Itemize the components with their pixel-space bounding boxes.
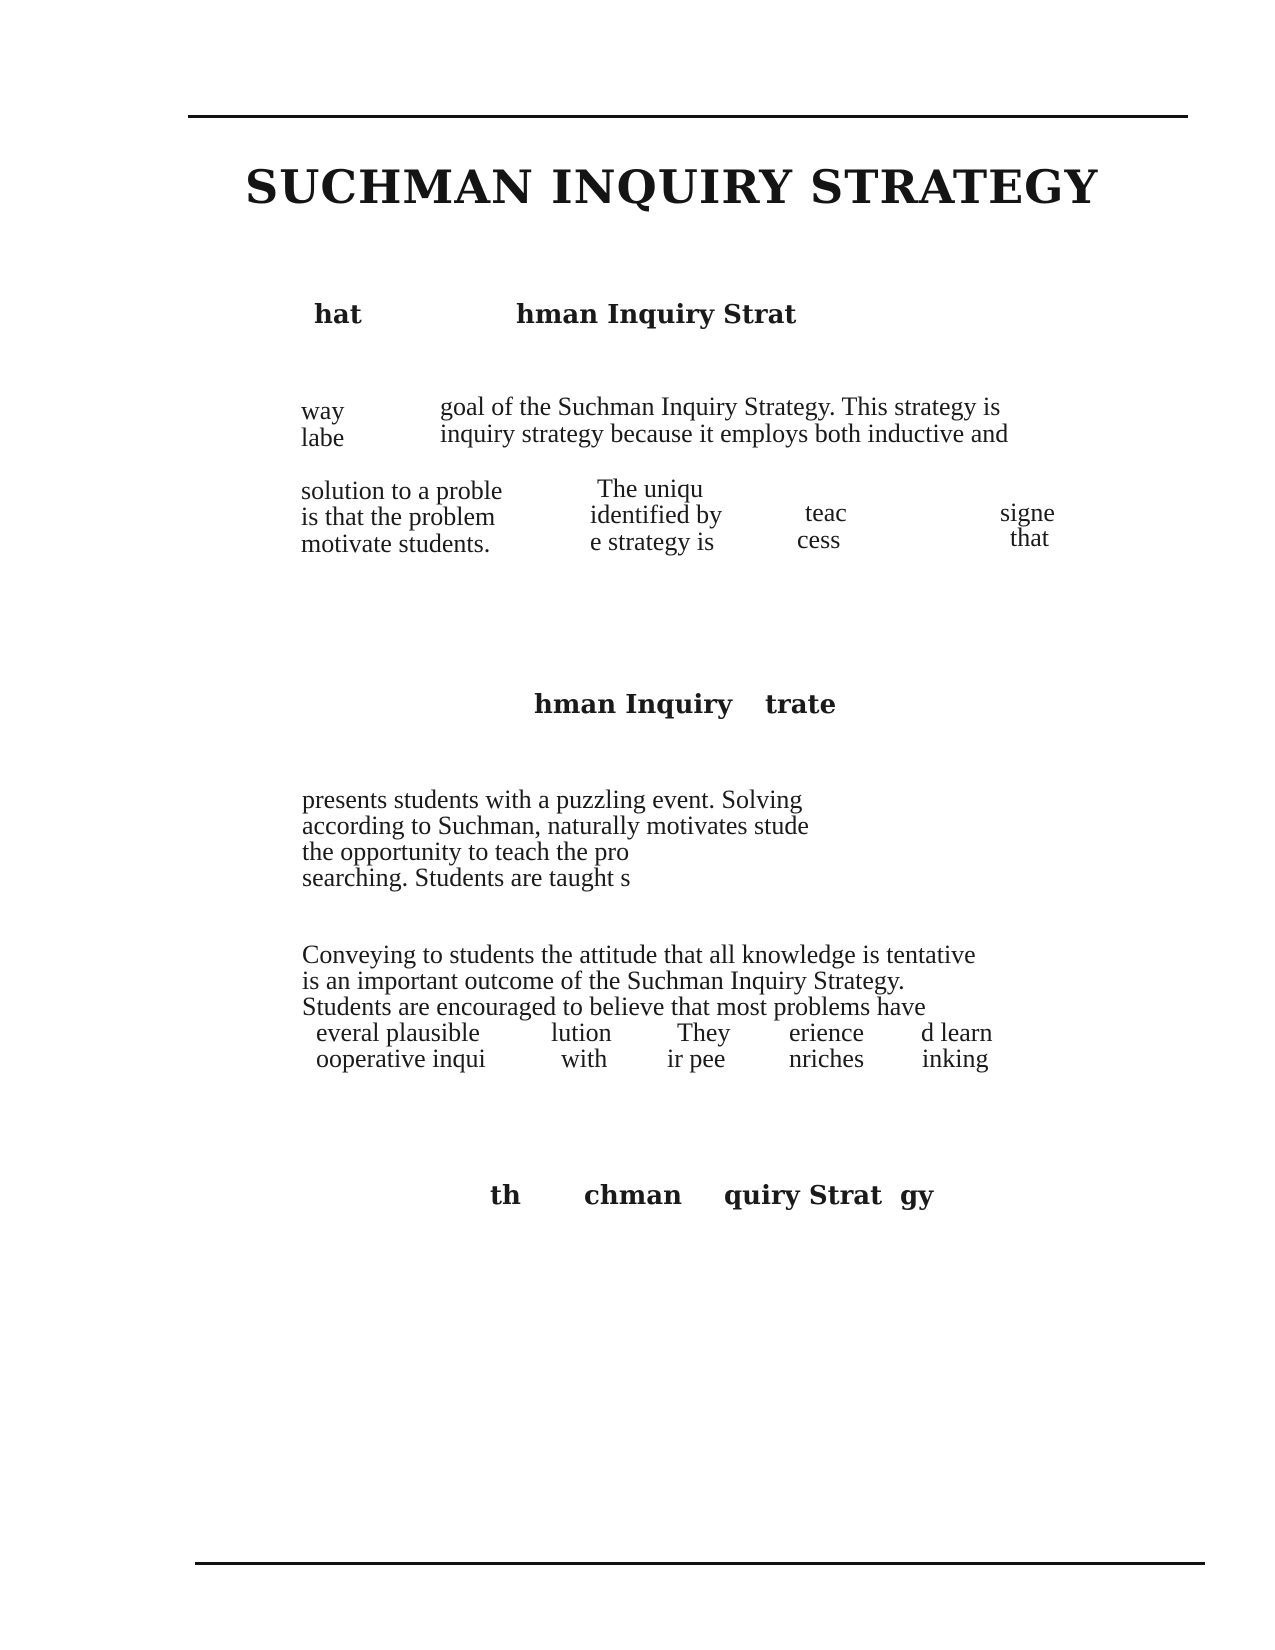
section-3-heading-part-2: chman bbox=[584, 1181, 682, 1211]
section-1-para-2-col-1-line-3: motivate students. bbox=[301, 529, 491, 558]
section-1-para-1-left-line-2: labe bbox=[301, 423, 345, 452]
section-3-heading-part-4: gy bbox=[900, 1181, 934, 1211]
top-rule bbox=[188, 115, 1188, 118]
section-2-heading-part-1: hman Inquiry bbox=[534, 690, 733, 720]
section-1-para-2-col-4-line-2: that bbox=[1010, 523, 1049, 552]
section-2-para-2-row-5-part-4: nriches bbox=[789, 1044, 865, 1073]
section-1-para-1-right-line-1: goal of the Suchman Inquiry Strategy. This strategy is bbox=[440, 392, 1001, 421]
section-2-para-2-row-5-part-3: ir pee bbox=[667, 1044, 726, 1073]
section-3-heading-part-3: quiry Strat bbox=[724, 1181, 883, 1211]
section-1-para-2-col-3-line-1: teac bbox=[805, 498, 847, 527]
section-1-heading-part-1: hat bbox=[314, 300, 362, 330]
section-2-para-2-row-4-part-5: d learn bbox=[921, 1018, 993, 1047]
section-2-para-2-row-4-part-1: everal plausible bbox=[316, 1018, 480, 1047]
section-2-para-2-row-4-part-3: They bbox=[677, 1018, 731, 1047]
section-2-para-2-row-4-part-4: erience bbox=[789, 1018, 865, 1047]
section-2-para-2-row-5-part-2: with bbox=[561, 1044, 608, 1073]
section-1-para-2-col-1-line-1: solution to a proble bbox=[301, 476, 503, 505]
bottom-rule bbox=[195, 1562, 1205, 1565]
document-title: SUCHMAN INQUIRY STRATEGY bbox=[245, 160, 1099, 214]
section-1-heading-part-2: hman Inquiry Strat bbox=[516, 300, 797, 330]
section-2-para-2-row-5-part-5: inking bbox=[922, 1044, 989, 1073]
section-1-para-2-col-2-line-1: The uniqu bbox=[597, 474, 704, 503]
section-2-para-1-line-4: searching. Students are taught s bbox=[302, 863, 631, 892]
section-2-para-1-line-2: according to Suchman, naturally motivates stude bbox=[302, 811, 809, 840]
section-1-para-2-col-4-line-1: signe bbox=[1000, 498, 1055, 527]
section-1-para-2-col-1-line-2: is that the problem bbox=[301, 502, 496, 531]
section-2-para-2-line-3: Students are encouraged to believe that most problems have bbox=[302, 992, 926, 1021]
section-1-para-1-right-line-2: inquiry strategy because it employs both inductive and bbox=[440, 419, 1009, 448]
section-2-para-1-line-1: presents students with a puzzling event. Solving bbox=[302, 785, 803, 814]
section-2-para-2-row-4-part-2: lution bbox=[551, 1018, 612, 1047]
section-2-para-2-row-5-part-1: ooperative inqui bbox=[316, 1044, 486, 1073]
section-2-heading-part-2: trate bbox=[765, 690, 837, 720]
section-2-para-1-line-3: the opportunity to teach the pro bbox=[302, 837, 630, 866]
section-1-para-2-col-3-line-2: cess bbox=[797, 525, 841, 554]
section-2-para-2-line-1: Conveying to students the attitude that all knowledge is tentative bbox=[302, 940, 976, 969]
section-1-para-2-col-2-line-2: identified by bbox=[590, 500, 723, 529]
section-1-para-1-left-line-1: way bbox=[301, 396, 345, 425]
section-1-para-2-col-2-line-3: e strategy is bbox=[590, 527, 715, 556]
section-3-heading-part-1: th bbox=[490, 1181, 521, 1211]
section-2-para-2-line-2: is an important outcome of the Suchman Inquiry Strategy. bbox=[302, 966, 905, 995]
